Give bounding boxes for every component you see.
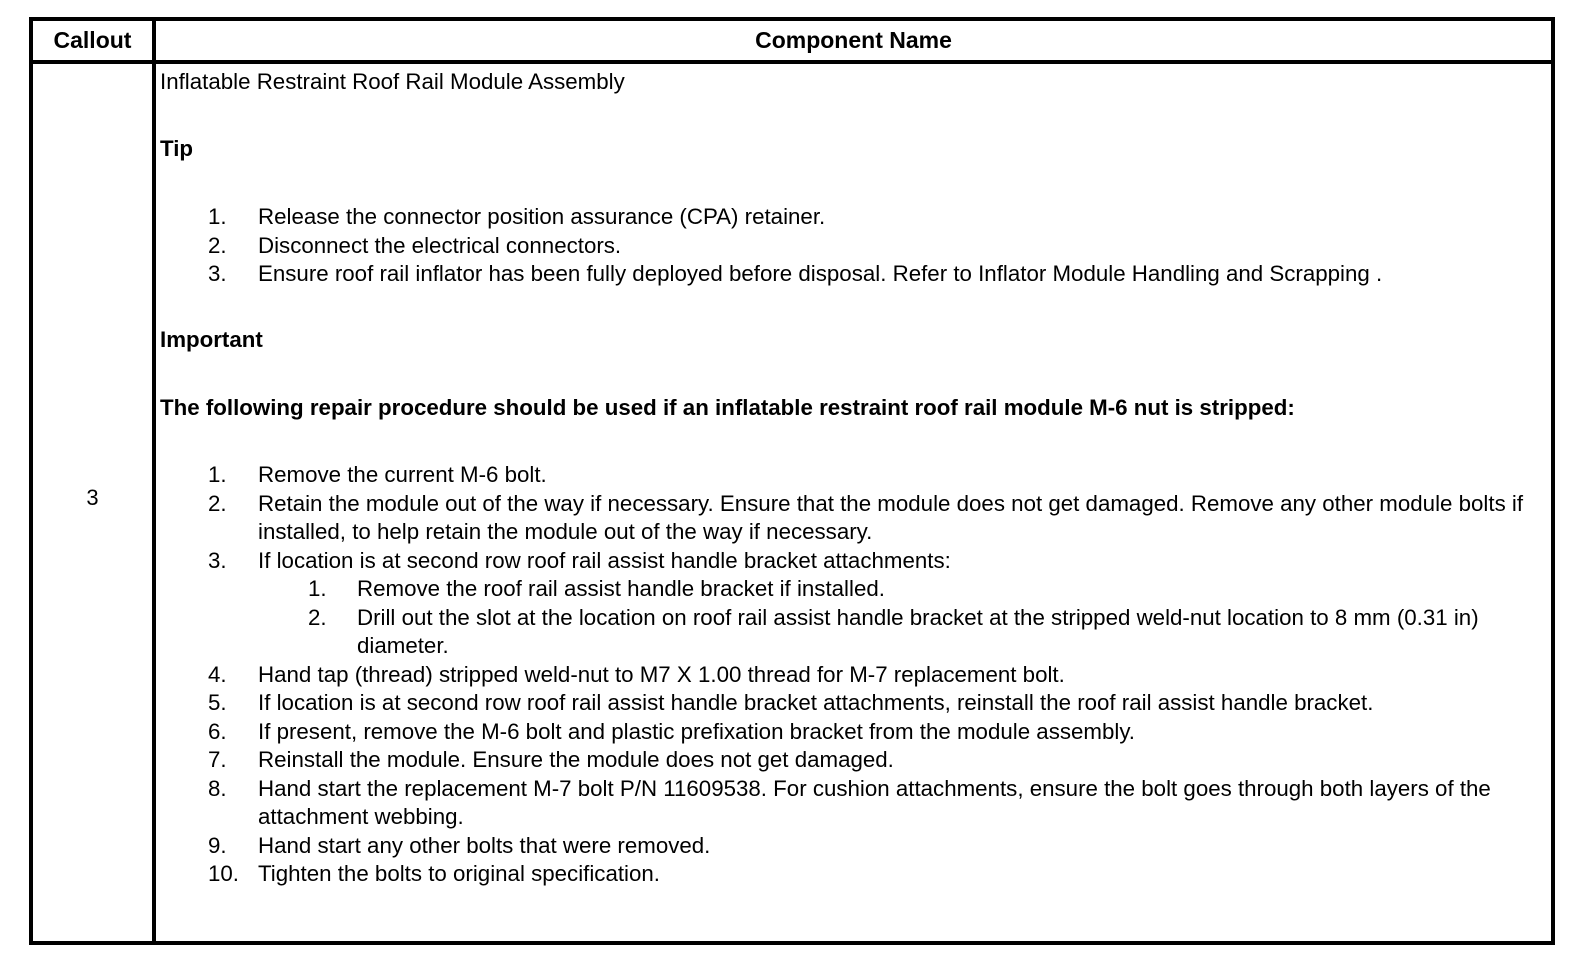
sub-steps-list xyxy=(258,575,1530,661)
header-component-name: Component Name xyxy=(755,27,952,53)
list-item: 1. Release the connector position assurance (CPA) retainer. xyxy=(208,204,826,229)
tip-steps-list xyxy=(160,203,1530,289)
tip-heading: Tip xyxy=(160,136,194,161)
list-item: 3. Ensure roof rail inflator has been fully deployed before disposal. Refer to Inflator Module Handling and Scrapping . xyxy=(208,261,1383,286)
list-item: 1. Remove the current M-6 bolt. xyxy=(208,462,547,487)
callout-cell xyxy=(33,64,152,941)
component-title: Inflatable Restraint Roof Rail Module Assembly xyxy=(160,69,625,94)
table-header-row xyxy=(33,21,1551,64)
list-item: 2. Disconnect the electrical connectors. xyxy=(208,232,622,258)
list-item: 8. Hand start the replacement M-7 bolt P/N 11609538. For cushion attachments, ensure the bolt goes through both layers of the attachment webbing. xyxy=(208,775,1491,829)
list-item: 6. If present, remove the M-6 bolt and plastic prefixation bracket from the module assembly. xyxy=(208,718,1136,744)
component-table xyxy=(29,17,1555,945)
important-heading: Important xyxy=(160,327,263,352)
component-cell xyxy=(160,64,1539,941)
list-item: 5. If location is at second row roof rail assist handle bracket attachments, reinstall the roof rail assist handle bracket. xyxy=(208,690,1374,715)
column-divider xyxy=(152,21,156,941)
list-item: 2. Drill out the slot at the location on roof rail assist handle bracket at the stripped weld-nut location to 8 mm (0.31 in) diameter. xyxy=(308,604,1479,658)
header-callout: Callout xyxy=(53,27,132,53)
list-item: 3. If location is at second row roof rail assist handle bracket attachments: 1. Remove the roof rail assist handle bracket if installed. 2. Drill out the slot at the location on roof rail assist handle bracket at the stripped weld-nut location to 8 mm (0.31 in) diameter. xyxy=(160,547,1530,661)
list-item: 1. Remove the roof rail assist handle bracket if installed. xyxy=(308,576,885,601)
list-item: 10. Tighten the bolts to original specification. xyxy=(208,861,660,886)
important-statement: The following repair procedure should be used if an inflatable restraint roof rail module M-6 nut is stripped: xyxy=(160,395,1295,420)
list-item: 9. Hand start any other bolts that were removed. xyxy=(208,832,711,858)
list-item: 2. Retain the module out of the way if necessary. Ensure that the module does not get damaged. Remove any other module bolts if installed, to help retain the module out of the way if necessary. xyxy=(208,490,1524,544)
repair-steps-list xyxy=(160,461,1530,889)
callout-number: 3 xyxy=(86,485,99,510)
list-item: 4. Hand tap (thread) stripped weld-nut to M7 X 1.00 thread for M-7 replacement bolt. xyxy=(208,661,1065,687)
list-item: 7. Reinstall the module. Ensure the module does not get damaged. xyxy=(208,747,894,772)
